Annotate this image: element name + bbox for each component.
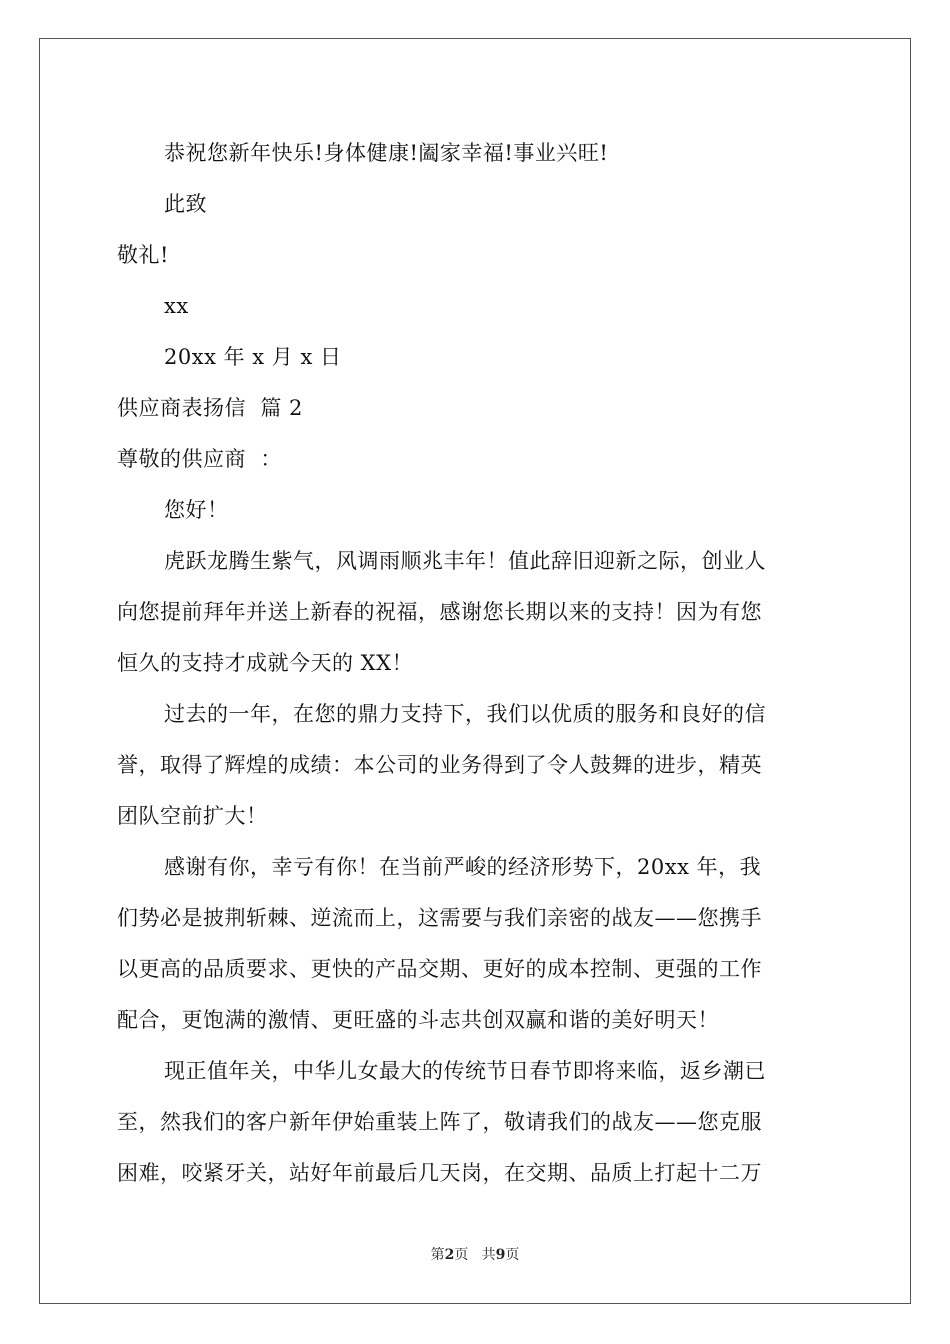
paragraph-line: 过去的一年，在您的鼎力支持下，我们以优质的服务和良好的信 (164, 702, 766, 726)
page-footer (0, 1244, 950, 1264)
footer-prefix: 第 (430, 1247, 445, 1263)
letter-hello: 您好！ (164, 498, 229, 522)
paragraph-line: 配合，更饱满的激情、更旺盛的斗志共创双赢和谐的美好明天！ (117, 1008, 719, 1032)
paragraph-1 (117, 536, 833, 689)
paragraph-line: 们势必是披荆斩棘、逆流而上，这需要与我们亲密的战友——您携手 (117, 906, 762, 930)
paragraph-line: 至，然我们的客户新年伊始重装上阵了，敬请我们的战友——您克服 (117, 1110, 762, 1134)
paragraph-line: 感谢有你，幸亏有你！在当前严峻的经济形势下，20xx 年，我 (164, 855, 762, 879)
paragraph-line: 以更高的品质要求、更快的产品交期、更好的成本控制、更强的工作 (117, 957, 762, 981)
footer-mid: 页 共 (454, 1247, 496, 1263)
paragraph-4 (117, 1046, 833, 1199)
paragraph-line: 困难，咬紧牙关，站好年前最后几天岗，在交期、品质上打起十二万 (117, 1161, 762, 1185)
footer-current-page: 2 (444, 1247, 455, 1263)
document-body (117, 128, 833, 1199)
paragraph-2 (117, 689, 833, 842)
paragraph-line: 团队空前扩大！ (117, 804, 268, 828)
paragraph-line: 誉，取得了辉煌的成绩：本公司的业务得到了令人鼓舞的进步，精英 (117, 753, 762, 777)
footer-total-pages: 9 (495, 1247, 506, 1263)
signature: xx (164, 294, 189, 318)
closing-wishes: 恭祝您新年快乐!身体健康!阖家幸福!事业兴旺! (164, 141, 609, 165)
paragraph-line: 虎跃龙腾生紫气，风调雨顺兆丰年！值此辞旧迎新之际，创业人 (164, 549, 766, 573)
closing-salutation-2: 敬礼! (117, 243, 169, 267)
closing-salutation-1: 此致 (164, 192, 207, 216)
letter-greeting: 尊敬的供应商 ： (117, 447, 282, 471)
paragraph-3 (117, 842, 833, 1046)
section-title: 供应商表扬信 篇 2 (117, 396, 303, 420)
letter-date: 20xx 年 x 月 x 日 (164, 345, 342, 369)
footer-suffix: 页 (505, 1247, 520, 1263)
paragraph-line: 现正值年关，中华儿女最大的传统节日春节即将来临，返乡潮已 (164, 1059, 766, 1083)
paragraph-line: 向您提前拜年并送上新春的祝福，感谢您长期以来的支持！因为有您 (117, 600, 762, 624)
paragraph-line: 恒久的支持才成就今天的 XX！ (117, 651, 414, 675)
